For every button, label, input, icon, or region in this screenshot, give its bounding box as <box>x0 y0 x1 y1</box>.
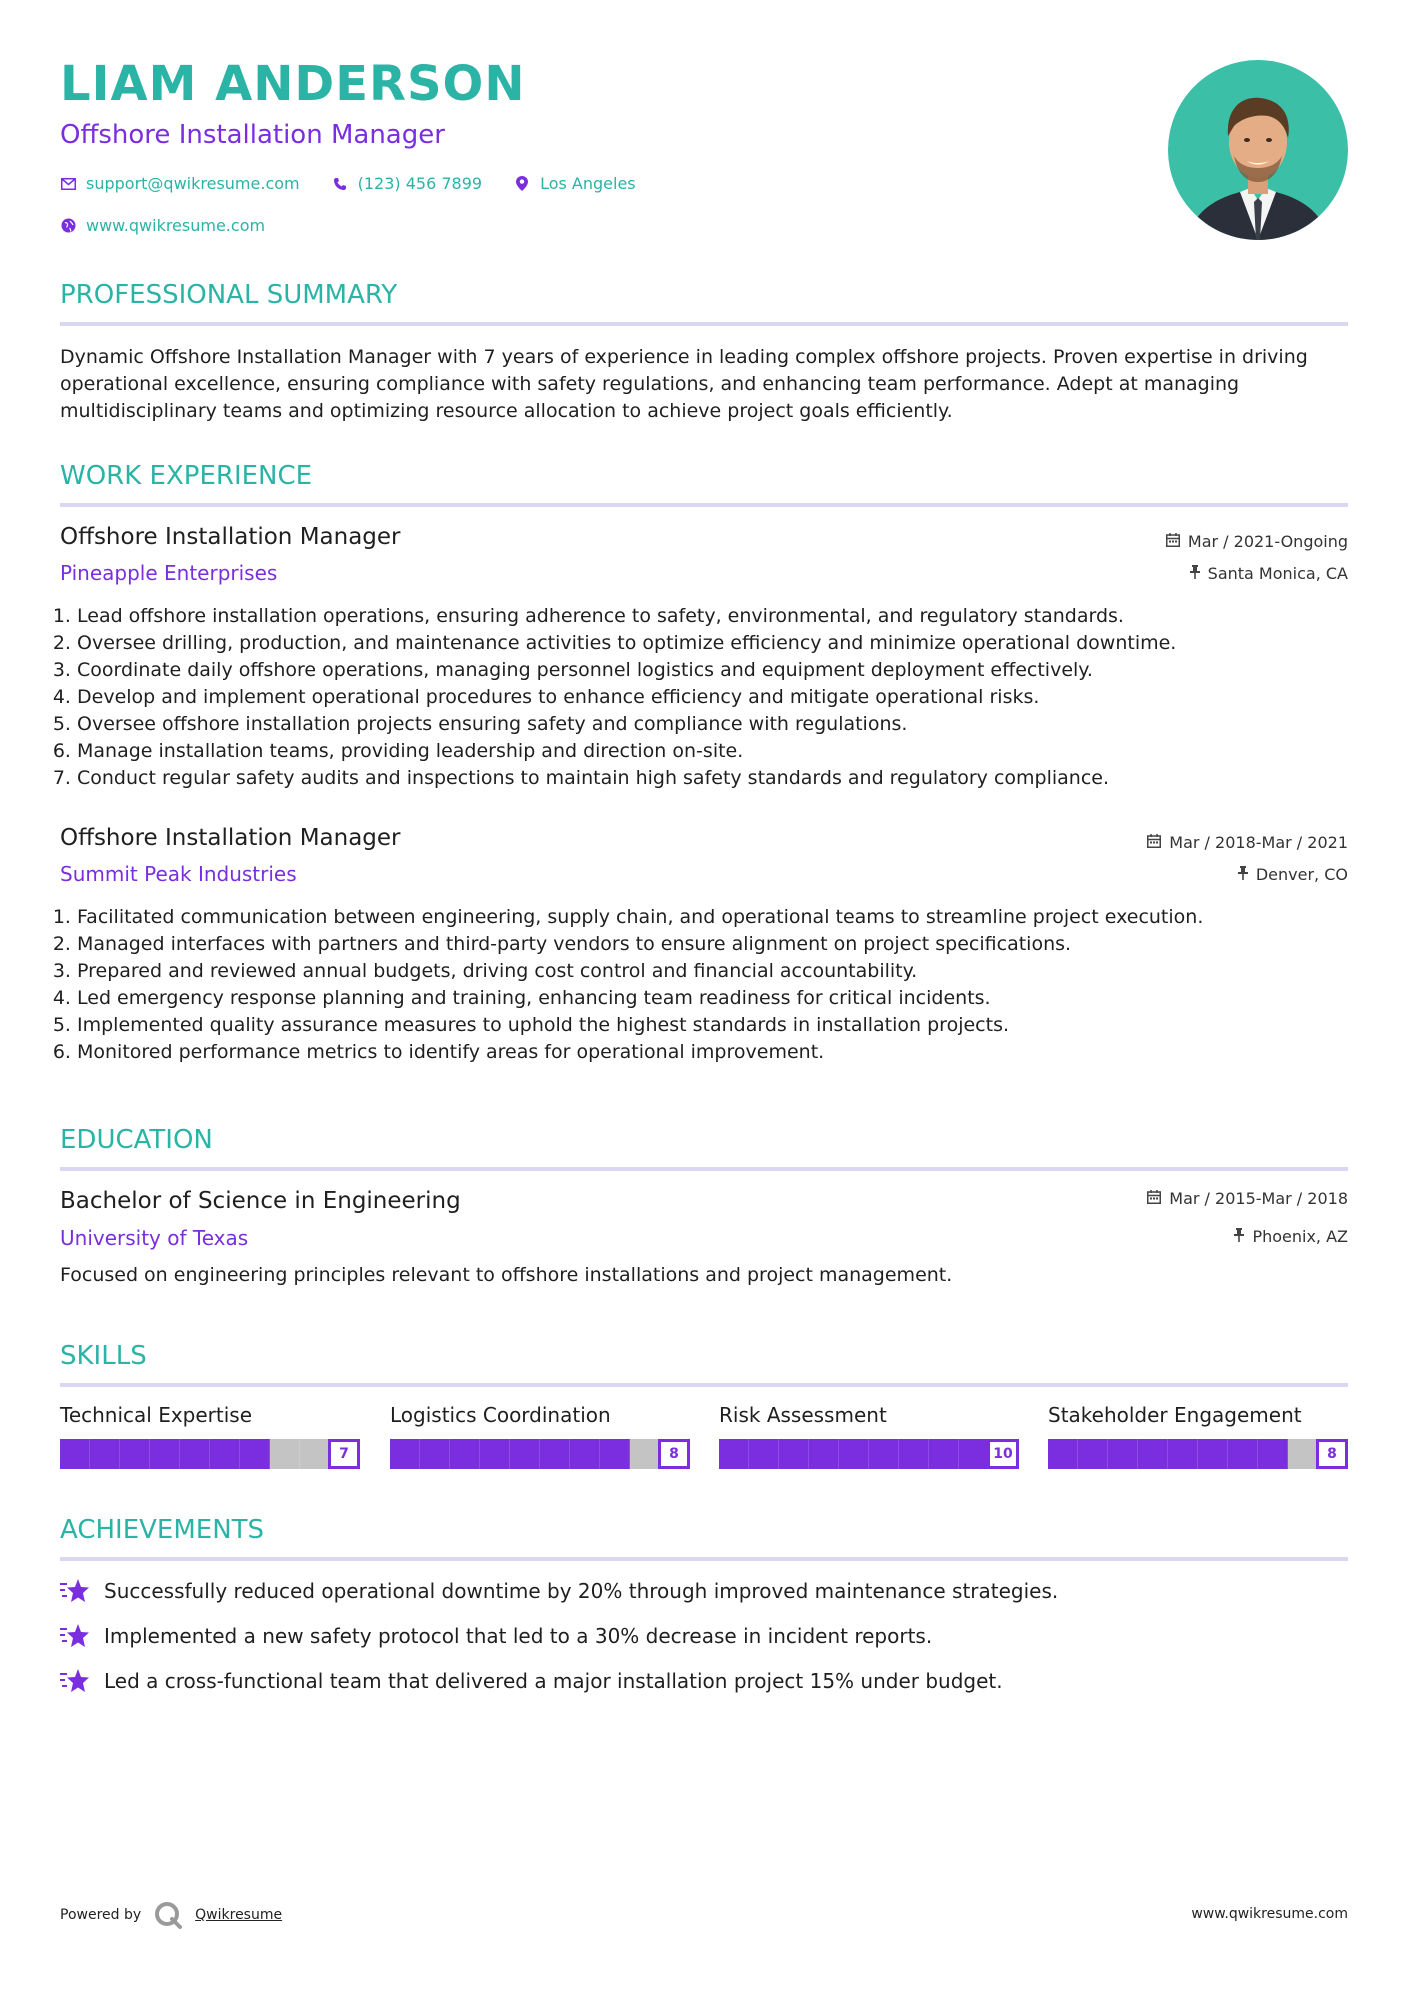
list-item: 7. Conduct regular safety audits and inspections to maintain high safety standards and regulatory compliance. <box>77 765 1357 792</box>
skill-level-badge: 7 <box>328 1439 360 1469</box>
phone-link[interactable]: (123) 456 7899 <box>357 174 483 193</box>
map-pin-icon <box>514 176 530 191</box>
skill-segment <box>450 1439 480 1469</box>
skill-segment <box>210 1439 240 1469</box>
achievement-item: Implemented a new safety protocol that led to a 30% decrease in incident reports. <box>60 1622 932 1650</box>
education-location: Phoenix, AZ <box>1234 1227 1348 1246</box>
achievement-item: Led a cross-functional team that delivered a major installation project 15% under budget. <box>60 1667 1003 1695</box>
calendar-icon <box>1166 533 1180 551</box>
skill-segment <box>1258 1439 1288 1469</box>
skill-level-badge: 8 <box>658 1439 690 1469</box>
list-item: 2. Managed interfaces with partners and third-party vendors to ensure alignment on project specifications. <box>77 931 1357 958</box>
skill-segment <box>300 1439 330 1469</box>
location-text: Los Angeles <box>540 174 636 193</box>
job-dates-2: Mar / 2018-Mar / 2021 <box>1147 833 1348 852</box>
contact-row-primary <box>60 174 636 193</box>
skill-segment <box>120 1439 150 1469</box>
list-item: 4. Led emergency response planning and training, enhancing team readiness for critical incidents. <box>77 985 1357 1012</box>
skill-segment <box>779 1439 809 1469</box>
company-name-1: Pineapple Enterprises <box>60 561 278 585</box>
job-dates-1: Mar / 2021-Ongoing <box>1166 532 1348 551</box>
list-item: 6. Manage installation teams, providing leadership and direction on-site. <box>77 738 1357 765</box>
education-description: Focused on engineering principles relevant to offshore installations and project management. <box>60 1264 953 1286</box>
list-item: 4. Develop and implement operational procedures to enhance efficiency and mitigate operational risks. <box>77 684 1357 711</box>
skill-segment <box>480 1439 510 1469</box>
star-icon <box>60 1622 90 1650</box>
skill-segment <box>1138 1439 1168 1469</box>
profile-photo <box>1168 60 1348 240</box>
skill-segment <box>180 1439 210 1469</box>
footer-powered-by: Powered by Qwikresume <box>60 1900 282 1930</box>
qwikresume-logo-icon <box>153 1900 183 1930</box>
skill-segment <box>90 1439 120 1469</box>
skill-segment <box>809 1439 839 1469</box>
skill-segment <box>540 1439 570 1469</box>
email-link[interactable]: support@qwikresume.com <box>86 174 300 193</box>
list-item: 1. Facilitated communication between engineering, supply chain, and operational teams to streamline project execution. <box>77 904 1357 931</box>
job-bullets-1 <box>77 603 1357 792</box>
skill-bar <box>390 1439 690 1469</box>
job-location-2: Denver, CO <box>1238 865 1348 884</box>
skill-segment <box>510 1439 540 1469</box>
skill-segment <box>869 1439 899 1469</box>
candidate-title: Offshore Installation Manager <box>60 120 445 150</box>
skill-segment <box>839 1439 869 1469</box>
skill-segment <box>719 1439 749 1469</box>
list-item: 6. Monitored performance metrics to identify areas for operational improvement. <box>77 1039 1357 1066</box>
list-item: 3. Prepared and reviewed annual budgets, driving cost control and financial accountability. <box>77 958 1357 985</box>
skill-segment <box>1288 1439 1318 1469</box>
star-icon <box>60 1667 90 1695</box>
skill-name: Logistics Coordination <box>390 1403 611 1427</box>
section-heading-achievements: ACHIEVEMENTS <box>60 1515 1348 1561</box>
skill-segment <box>1198 1439 1228 1469</box>
skill-segment <box>1168 1439 1198 1469</box>
skill-segment <box>959 1439 989 1469</box>
skill-item <box>719 1403 1019 1469</box>
summary-text: Dynamic Offshore Installation Manager with 7 years of experience in leading complex offshore projects. Proven expertise in driving operational excellence, ensuring compliance with safety regulations, and enhancing team performance. Adept at managing multidisciplinary teams and optimizing resource allocation to achieve project goals efficiently. <box>60 346 1308 422</box>
skill-item <box>390 1403 690 1469</box>
pushpin-icon <box>1190 565 1200 583</box>
pushpin-icon <box>1234 1228 1244 1246</box>
skill-segment <box>150 1439 180 1469</box>
website-link[interactable]: www.qwikresume.com <box>86 216 266 235</box>
list-item: 5. Oversee offshore installation projects ensuring safety and compliance with regulations. <box>77 711 1357 738</box>
skill-level-badge: 10 <box>987 1439 1019 1469</box>
skill-level-badge: 8 <box>1316 1439 1348 1469</box>
skill-item <box>60 1403 360 1469</box>
globe-icon <box>60 218 76 233</box>
skill-segment <box>1228 1439 1258 1469</box>
contact-row-secondary <box>60 216 265 235</box>
achievement-item: Successfully reduced operational downtime by 20% through improved maintenance strategies. <box>60 1577 1058 1605</box>
job-bullets-2 <box>77 904 1357 1066</box>
education-dates: Mar / 2015-Mar / 2018 <box>1147 1189 1348 1208</box>
job-title-1: Offshore Installation Manager <box>60 524 401 550</box>
list-item: 2. Oversee drilling, production, and maintenance activities to optimize efficiency and minimize operational downtime. <box>77 630 1357 657</box>
section-heading-experience: WORK EXPERIENCE <box>60 461 1348 507</box>
skill-segment <box>390 1439 420 1469</box>
skill-bar <box>719 1439 1019 1469</box>
skill-bar <box>1048 1439 1348 1469</box>
qwikresume-link[interactable]: Qwikresume <box>195 1907 283 1923</box>
skill-name: Stakeholder Engagement <box>1048 1403 1302 1427</box>
skill-segment <box>270 1439 300 1469</box>
calendar-icon <box>1147 1190 1161 1208</box>
skill-name: Risk Assessment <box>719 1403 887 1427</box>
skill-segment <box>240 1439 270 1469</box>
school-name: University of Texas <box>60 1226 249 1250</box>
phone-icon <box>332 177 348 191</box>
section-heading-education: EDUCATION <box>60 1125 1348 1171</box>
skill-segment <box>1048 1439 1078 1469</box>
company-name-2: Summit Peak Industries <box>60 862 297 886</box>
section-heading-summary: PROFESSIONAL SUMMARY <box>60 280 1348 326</box>
star-icon <box>60 1577 90 1605</box>
skill-segment <box>1078 1439 1108 1469</box>
skill-segment <box>570 1439 600 1469</box>
job-location-1: Santa Monica, CA <box>1190 564 1348 583</box>
job-title-2: Offshore Installation Manager <box>60 825 401 851</box>
skill-segment <box>1108 1439 1138 1469</box>
skill-bar <box>60 1439 360 1469</box>
footer-website-link[interactable]: www.qwikresume.com <box>1191 1906 1348 1922</box>
skill-segment <box>420 1439 450 1469</box>
skill-item <box>1048 1403 1348 1469</box>
skill-segment <box>600 1439 630 1469</box>
candidate-name: LIAM ANDERSON <box>60 56 526 112</box>
calendar-icon <box>1147 834 1161 852</box>
skill-name: Technical Expertise <box>60 1403 253 1427</box>
list-item: 3. Coordinate daily offshore operations, managing personnel logistics and equipment deployment effectively. <box>77 657 1357 684</box>
degree-title: Bachelor of Science in Engineering <box>60 1188 461 1214</box>
skill-segment <box>630 1439 660 1469</box>
list-item: 5. Implemented quality assurance measures to uphold the highest standards in installation projects. <box>77 1012 1357 1039</box>
skill-segment <box>929 1439 959 1469</box>
section-heading-skills: SKILLS <box>60 1341 1348 1387</box>
skill-segment <box>749 1439 779 1469</box>
skill-segment <box>60 1439 90 1469</box>
skill-segment <box>899 1439 929 1469</box>
envelope-icon <box>60 178 76 190</box>
list-item: 1. Lead offshore installation operations, ensuring adherence to safety, environmental, and regulatory standards. <box>77 603 1357 630</box>
pushpin-icon <box>1238 866 1248 884</box>
